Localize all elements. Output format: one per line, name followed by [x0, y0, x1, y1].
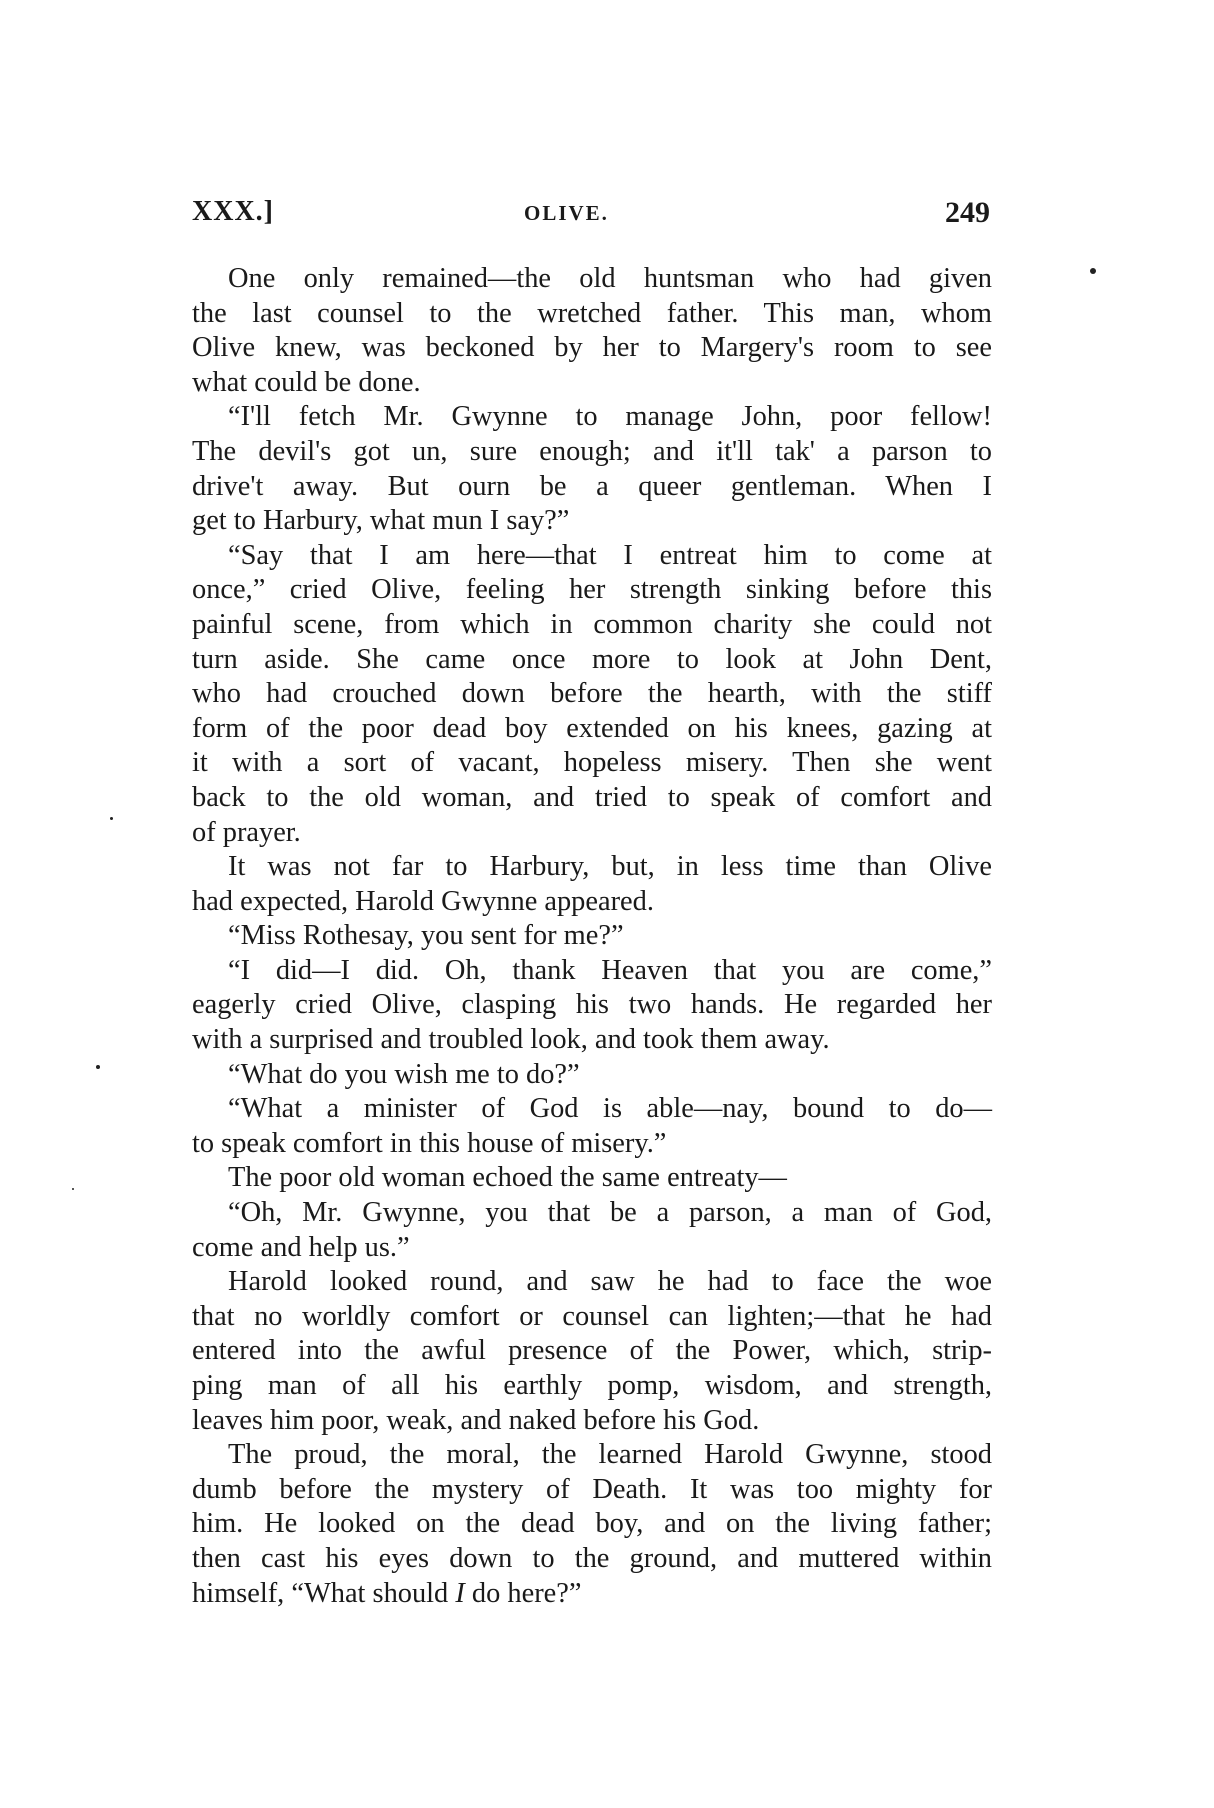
- text-line: of prayer.: [192, 816, 301, 848]
- emphasis: I: [455, 1577, 465, 1609]
- text-line: get to Harbury, what mun I say?”: [192, 505, 570, 537]
- text-line: “Say that I am here—that I entreat him to come at: [228, 539, 992, 571]
- text-line: him. He looked on the dead boy, and on the living father;: [192, 1508, 992, 1540]
- text-line: eagerly cried Olive, clasping his two hands. He regarded her: [192, 989, 992, 1021]
- text-line: It was not far to Harbury, but, in less time than Olive: [228, 851, 992, 883]
- text-line: that no worldly comfort or counsel can lighten;—that he had: [192, 1300, 992, 1332]
- text-line: the last counsel to the wretched father. This man, whom: [192, 297, 992, 329]
- running-title: OLIVE.: [524, 201, 609, 225]
- text-line: leaves him poor, weak, and naked before his God.: [192, 1404, 760, 1436]
- text-line: it with a sort of vacant, hopeless misery. Then she went: [192, 747, 992, 779]
- text-line: once,” cried Olive, feeling her strength sinking before this: [192, 574, 992, 606]
- print-speck: [96, 1065, 100, 1069]
- text-line: himself, “What should I do here?”: [192, 1577, 582, 1609]
- text-line: “I did—I did. Oh, thank Heaven that you are come,”: [228, 954, 992, 986]
- text-line: to speak comfort in this house of misery.”: [192, 1127, 667, 1159]
- text-line: Olive knew, was beckoned by her to Margery's room to see: [192, 332, 992, 364]
- text-line: dumb before the mystery of Death. It was too mighty for: [192, 1473, 992, 1505]
- text-line: had expected, Harold Gwynne appeared.: [192, 885, 654, 917]
- text-line: “What a minister of God is able—nay, bound to do—: [228, 1093, 992, 1125]
- text-line: The proud, the moral, the learned Harold Gwynne, stood: [228, 1439, 992, 1471]
- text-line: turn aside. She came once more to look at John Dent,: [192, 643, 992, 675]
- text-line: who had crouched down before the hearth, with the stiff: [192, 678, 992, 710]
- chapter-number: XXX.]: [192, 196, 274, 227]
- text-line: entered into the awful presence of the Power, which, strip-: [192, 1335, 992, 1367]
- text-line: what could be done.: [192, 366, 421, 398]
- text-line: back to the old woman, and tried to speak of comfort and: [192, 781, 992, 813]
- text-line: form of the poor dead boy extended on his knees, gazing at: [192, 712, 992, 744]
- print-speck: [1090, 268, 1096, 274]
- text-line: drive't away. But ourn be a queer gentleman. When I: [192, 470, 992, 502]
- text-line: then cast his eyes down to the ground, and muttered within: [192, 1542, 992, 1574]
- text-line: One only remained—the old huntsman who had given: [228, 263, 992, 294]
- text-line: The devil's got un, sure enough; and it'll tak' a parson to: [192, 435, 992, 467]
- text-line: The poor old woman echoed the same entreaty—: [228, 1162, 787, 1194]
- text-line: ping man of all his earthly pomp, wisdom, and strength,: [192, 1370, 992, 1401]
- page-number: 249: [945, 196, 990, 229]
- text-line: come and help us.”: [192, 1231, 410, 1263]
- running-head: [192, 196, 992, 236]
- text-line: “Miss Rothesay, you sent for me?”: [228, 920, 624, 952]
- text-line: “Oh, Mr. Gwynne, you that be a parson, a man of God,: [228, 1197, 992, 1229]
- print-speck: [110, 817, 113, 820]
- text-line: painful scene, from which in common charity she could not: [192, 608, 992, 640]
- text-line: “I'll fetch Mr. Gwynne to manage John, poor fellow!: [228, 401, 992, 433]
- text-line: with a surprised and troubled look, and took them away.: [192, 1024, 830, 1056]
- text-line: “What do you wish me to do?”: [228, 1058, 580, 1090]
- body-text: [192, 262, 992, 1611]
- print-speck: [72, 1188, 74, 1190]
- text-line: Harold looked round, and saw he had to face the woe: [228, 1266, 992, 1298]
